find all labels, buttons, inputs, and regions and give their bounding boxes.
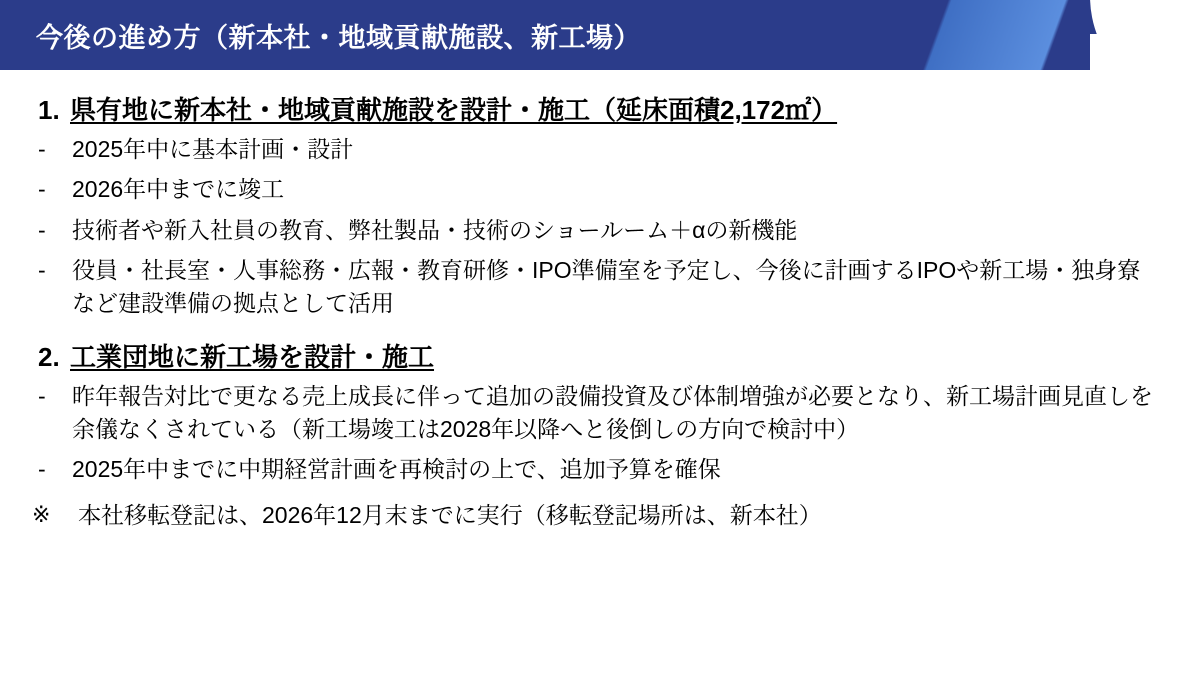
list-item xyxy=(24,133,1176,166)
footnote xyxy=(24,499,1176,532)
bullet-text: 昨年報告対比で更なる売上成長に伴って追加の設備投資及び体制増強が必要となり、新工場計画見直しを余儀なくされている（新工場竣工は2028年以降へと後倒しの方向で検討中） xyxy=(72,382,1153,443)
bullet-marker: - xyxy=(38,382,46,409)
list-item xyxy=(24,254,1176,321)
footnote-marker: ※ xyxy=(32,501,51,527)
bullet-marker: - xyxy=(38,176,46,203)
section-2-number: 2. xyxy=(38,341,60,372)
bullet-text: 技術者や新入社員の教育、弊社製品・技術のショールーム＋αの新機能 xyxy=(72,216,798,243)
footnote-text: 本社移転登記は、2026年12月末までに実行（移転登記場所は、新本社） xyxy=(78,501,822,528)
list-item xyxy=(24,173,1176,206)
section-2-heading-text: 工業団地に新工場を設計・施工 xyxy=(70,341,435,372)
list-item xyxy=(24,453,1176,486)
section-1-heading xyxy=(24,90,1176,127)
bullet-text: 2025年中に基本計画・設計 xyxy=(72,136,354,162)
section-1-number: 1. xyxy=(38,95,60,125)
bullet-text: 役員・社長室・人事総務・広報・教育研修・IPO準備室を予定し、今後に計画するIPOや新工場・独身寮など建設準備の拠点として活用 xyxy=(72,257,1141,317)
bullet-marker: - xyxy=(38,456,46,483)
section-2-heading xyxy=(24,337,1176,374)
bullet-text: 2025年中までに中期経営計画を再検討の上で、追加予算を確保 xyxy=(72,456,721,483)
bullet-marker: - xyxy=(38,136,46,162)
title-bar-corner-cut-lower xyxy=(1090,34,1200,70)
list-item xyxy=(24,380,1176,447)
list-item xyxy=(24,214,1176,247)
section-1-heading-text xyxy=(70,90,837,127)
section-1 xyxy=(24,90,1176,321)
bullet-text: 2026年中までに竣工 xyxy=(72,176,285,203)
bullet-marker: - xyxy=(38,257,46,284)
page-title: 今後の進め方（新本社・地域貢献施設、新工場） xyxy=(36,22,641,53)
section-2 xyxy=(24,337,1176,487)
section-1-heading-label: 県有地に新本社・地域貢献施設を設計・施工（延床面積2,172㎡） xyxy=(70,95,838,125)
slide-body xyxy=(0,70,1200,675)
bullet-marker: - xyxy=(38,216,46,243)
slide-title-bar xyxy=(0,0,1200,70)
